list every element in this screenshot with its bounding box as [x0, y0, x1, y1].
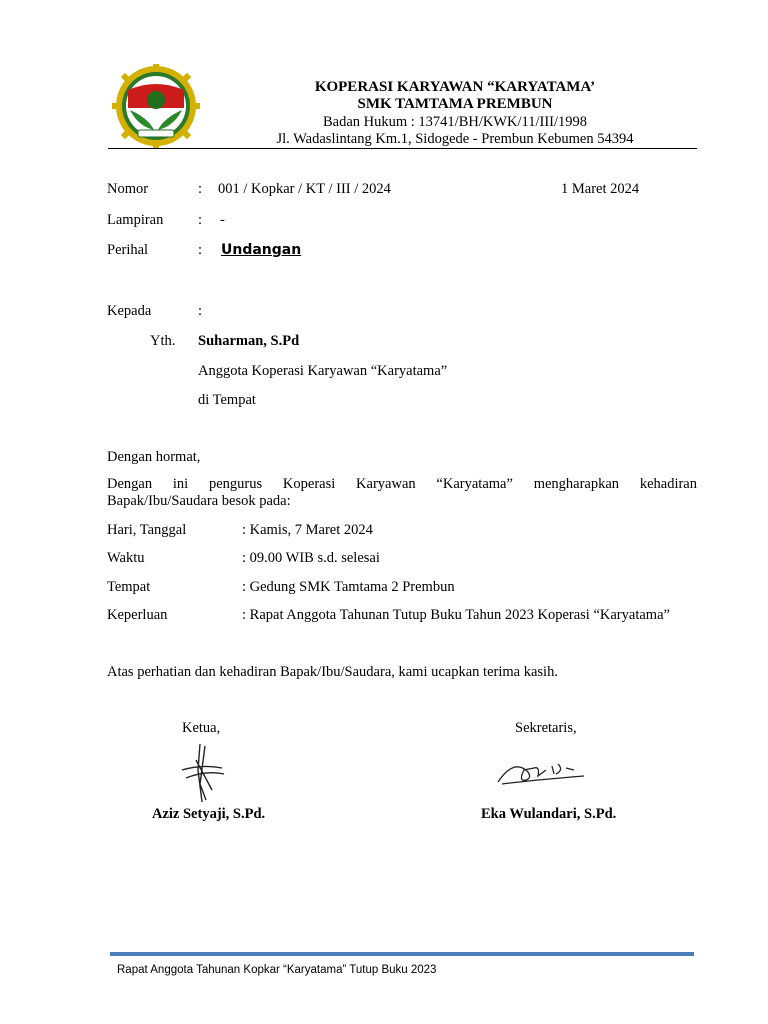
school-name: SMK TAMTAMA PREMBUN [357, 96, 553, 112]
detail-label: Waktu [107, 550, 145, 566]
detail-value: : Gedung SMK Tamtama 2 Prembun [242, 579, 455, 595]
perihal-colon: : [198, 242, 203, 258]
secretary-title: Sekretaris, [515, 720, 577, 736]
detail-label: Tempat [107, 579, 151, 595]
greeting: Dengan hormat, [107, 449, 201, 465]
detail-value: : Kamis, 7 Maret 2024 [242, 522, 373, 538]
yth-label: Yth. [150, 333, 176, 349]
perihal-label: Perihal [107, 242, 149, 258]
perihal-value: Undangan [221, 242, 302, 258]
lampiran-value: - [220, 212, 225, 228]
secretary-name: Eka Wulandari, S.Pd. [481, 806, 617, 822]
detail-value: : 09.00 WIB s.d. selesai [242, 550, 380, 566]
intro-line-2: Bapak/Ibu/Saudara besok pada: [107, 493, 291, 509]
nomor-label: Nomor [107, 181, 149, 197]
letter-date: 1 Maret 2024 [561, 181, 640, 197]
emblem-banner [138, 130, 174, 137]
secretary-signature [494, 752, 594, 792]
detail-label: Keperluan [107, 607, 168, 623]
kepada-colon: : [198, 303, 203, 319]
detail-label: Hari, Tanggal [107, 522, 187, 538]
recipient-place: di Tempat [198, 392, 256, 408]
header-divider [108, 148, 697, 149]
cooperative-emblem-icon [108, 64, 204, 148]
closing-text: Atas perhatian dan kehadiran Bapak/Ibu/Saudara, kami ucapkan terima kasih. [107, 664, 558, 680]
nomor-colon: : [198, 181, 203, 197]
chair-title: Ketua, [182, 720, 221, 736]
intro-line-1: Dengan ini pengurus Koperasi Karyawan “Karyatama” mengharapkan kehadiran [107, 476, 697, 492]
kepada-label: Kepada [107, 303, 152, 319]
address: Jl. Wadaslintang Km.1, Sidogede - Prembun Kebumen 54394 [276, 131, 634, 147]
emblem-center [147, 91, 165, 109]
recipient-org: Anggota Koperasi Karyawan “Karyatama” [198, 363, 448, 379]
lampiran-label: Lampiran [107, 212, 164, 228]
recipient-name: Suharman, S.Pd [198, 333, 300, 349]
chair-signature [172, 740, 242, 808]
lampiran-colon: : [198, 212, 203, 228]
footer-rule [110, 952, 694, 956]
nomor-value: 001 / Kopkar / KT / III / 2024 [218, 181, 391, 197]
legal-number: Badan Hukum : 13741/BH/KWK/11/III/1998 [322, 114, 588, 130]
detail-value: : Rapat Anggota Tahunan Tutup Buku Tahun 2023 Koperasi “Karyatama” [242, 607, 670, 623]
org-name: KOPERASI KARYAWAN “KARYATAMA’ [314, 79, 596, 95]
footer-text: Rapat Anggota Tahunan Kopkar “Karyatama” Tutup Buku 2023 [117, 964, 437, 976]
chair-name: Aziz Setyaji, S.Pd. [152, 806, 266, 822]
